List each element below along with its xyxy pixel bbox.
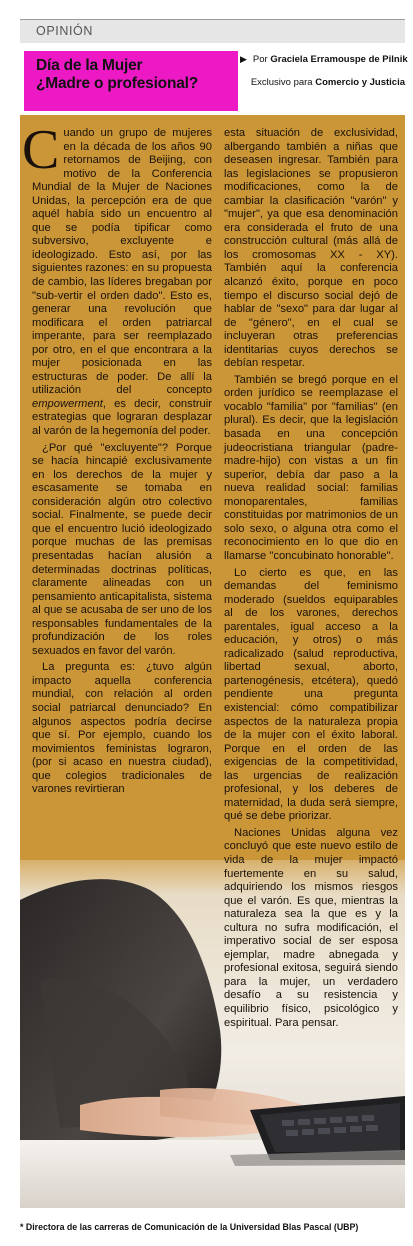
- play-arrow-icon: ▶: [240, 54, 247, 64]
- drop-cap: C: [22, 119, 60, 181]
- section-label: OPINIÓN: [36, 24, 93, 38]
- author-footnote: * Directora de las carreras de Comunicación de la Universidad Blas Pascal (UBP): [20, 1222, 359, 1232]
- article-panel: [20, 115, 405, 1208]
- byline-prefix: Por: [252, 54, 268, 65]
- headline-line-2: ¿Madre o profesional?: [36, 75, 199, 92]
- paragraph: ¿Por qué "excluyente"? Porque se hacía hincapié exclusivamente en los derechos de la mujer y escasamente se tomaba en consideración algún otro colectivo social. Finalmente, se puede decir que el encuentro lució ideologizado porque muchas de las premisas presentadas hacían alusión a determinadas doctrinas políticas, claramente alineadas con un pensamiento anticapitalista, sistema al que se acusaba de ser uno de los responsables fundamentales de la profundización de los roles sexuados en favor del varón.: [32, 441, 212, 657]
- article-column-1: [22, 119, 212, 797]
- headline-line-1: Día de la Mujer: [36, 57, 143, 74]
- publication-name: Comercio y Justicia: [315, 77, 405, 88]
- article-column-2: [224, 127, 398, 1030]
- section-header: [20, 19, 405, 43]
- byline-author: Graciela Erramouspe de Pilnik: [270, 54, 408, 65]
- paragraph: También se bregó porque en el orden jurídico se reemplazase el vocablo "familia" por "familias" (en plural). Es decir, que la legislación basada en una concepción judeocristiana triangular (padre-madre-hijo) con vistas a un fin superior, debía dar paso a la nueva realidad social: familias monoparentales, familias constituidas por matrimonios de un solo sexo, o alguna otra como el reconocimiento en lo que dio en llamarse "concubinato honorable".: [224, 373, 398, 562]
- paragraph: esta situación de exclusividad, albergando también a niñas que deseasen ingresar. También para las legislaciones se propusieron modificaciones, como la de cambiar la clasificación "varón" y "mujer", ya que esa denominación era considerada el fruto de una construcción cultural (más allá de los cromosomas XX - XY). También aquí la conferencia alcanzó éxito, porque en poco tiempo el discurso social dejó de hablar de "sexo" para dar lugar al de "género", en el cual se incluyeran otras preferencias identitarias cuyos derechos se debían respetar.: [224, 127, 398, 370]
- paragraph: Naciones Unidas alguna vez concluyó que este nuevo estilo de vida de la mujer impactó fuertemente en su salud, adquiriendo los mismos riesgos que el varón. Es que, mientras la naturaleza sea la que es y la cultura no sufra modificación, el imperativo social de ser esposa ejemplar, madre abnegada y profesional exitosa, seguirá siendo para la mujer, un verdadero desafío a su resistencia y equilibrio físico, psicológico y espiritual. Para pensar.: [224, 826, 398, 1029]
- byline: [240, 54, 408, 88]
- paragraph: Cuando un grupo de mujeres en la década de los años 90 retornamos de Beijing, con motivo de la Conferencia Mundial de la Mujer de Naciones Unidas, la percepción era de que aquél había sido un encuentro al que se podía tipificar como subversivo, excluyente e ideologizado. Esto así, por las siguientes razones: en su propuesta de cambio, las líderes bregaban por "sub-vertir el orden dado". Esto es, generar una revolución que modificara el orden patriarcal imperante, para ser reemplazado por otro, en el que encontrara a la mujer posicionada en las estructuras de poder. De allí la utilización del concepto empowerment, es decir, construir estrategias que lograran desplazar al varón de la hegemonía del poder.: [22, 119, 212, 438]
- paragraph: Lo cierto es que, en las demandas del feminismo moderado (sueldos equiparables al de los varones, derechos parentales, igual acceso a la educación, y otros) o más radicalizado (salud reproductiva, libertad sexual, aborto, partenogénesis, etcétera), quedó pendiente una pregunta existencial: cómo compatibilizar aspectos de la naturaleza propia de la mujer con el éxito laboral. Porque en el orden de las exigencias de la competitividad, las urgencias de realización profesional, y los deberes de maternidad, la duda será siempre, qué se debe priorizar.: [224, 566, 398, 823]
- exclusive-prefix: Exclusivo para: [250, 77, 313, 88]
- headline-box: [24, 51, 238, 111]
- paragraph: La pregunta es: ¿tuvo algún impacto aquella conferencia mundial, con relación al orden social patriarcal denunciado? En algunos aspectos podría decirse que sí. Por ejemplo, cuando los movimientos feministas lograron, (por si acaso en nuestra ciudad), que colegios tradicionales de varones revirtieran: [32, 661, 212, 796]
